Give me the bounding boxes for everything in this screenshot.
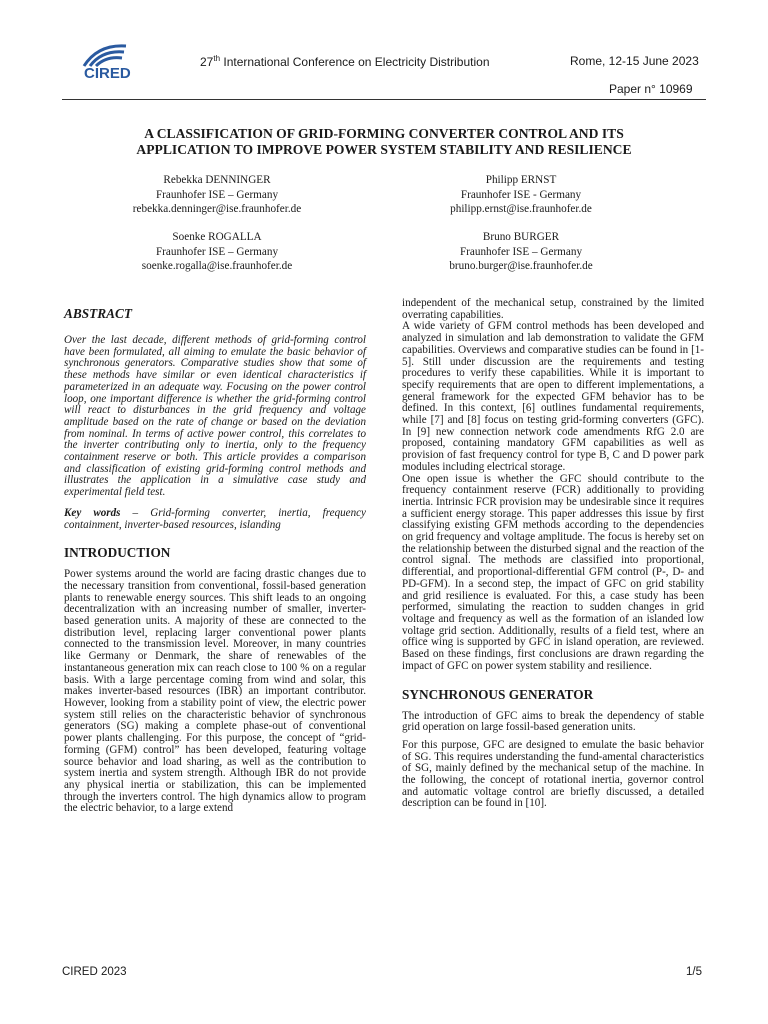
keywords-text: – Grid-forming converter, inertia, frequency containment, inverter-based resources, islanding [64,506,366,531]
left-column [64,306,366,815]
logo-text: CIRED [84,65,131,80]
conference-suffix: th [213,54,221,63]
introduction-text: Power systems around the world are facing drastic changes due to the necessary transition from conventional, fossil-based generation plants to renewable energy sources. This shift leads to an ongoing decentralization with an increasing number of smaller, inverter-based generation units. A majority of these are connected to the distribution level, replacing larger conventional power plants connected to the transmission level. Moreover, in many countries like Germany or Denmark, the share of renewables of the instantaneous generation mix can reach close to 100 % on a regular basis. With a large percentage coming from wind and solar, this makes inverter-based resources (IBR) an important contributor. However, looking from a stability point of view, the electric power system still relies on the characteristic behavior of synchronous generators (SG) making a complete phase-out of conventional power plants challenging. For this purpose, the concept of “grid-forming (GFM) control” has been developed, featuring voltage source behavior and load sharing, as well as the contribution to system inertia and system strength. Although IBR do not provide any physical inertia or stabilization, this can be implemented through the inverters control. The high dynamics allow to program the electric behavior, to a large extend [64,568,366,815]
introduction-heading: INTRODUCTION [64,545,171,561]
keywords-label: Key words [64,506,121,519]
author-email: soenke.rogalla@ise.fraunhofer.de [141,260,293,273]
author-name: Philipp ERNST [485,174,557,186]
author-email: philipp.ernst@ise.fraunhofer.de [450,203,592,216]
abstract-heading: ABSTRACT [64,306,132,321]
right-column [402,298,704,810]
paragraph: The introduction of GFC aims to break the dependency of stable grid operation on large fossil-based generation units. [402,709,704,734]
author-1 [87,173,347,217]
synchronous-generator-heading: SYNCHRONOUS GENERATOR [402,686,594,702]
author-affiliation: Fraunhofer ISE - Germany [460,188,582,201]
cired-logo-arcs-icon [78,40,152,80]
paragraph: One open issue is whether the GFC should contribute to the frequency containment reserve (FCR) additionally to providing inertia. Intrinsic FCR provision may be undesirable since it requires a sufficient energy storage. This paper addresses this issue by first classifying existing GFM methods according to the dependencies on grid frequency and voltage amplitude. The focus is hereby set on the relationship between the disturbed signal and the reaction of the control signal. The methods are classified into proportional, differential, and proportional-differential GFM control (P-, D- and PD-GFM). In a second step, the impact of GFC on grid stability and grid resilience is evaluated. For this, a case study has been performed, simulating the reaction to sudden changes in grid voltage and frequency as well as the formation of an islanded low voltage grid section. Additionally, results of a field test, where an office wing is supported by GFC in island operation, are reviewed. Based on these findings, first conclusions are drawn regarding the impact of GFC on power system stability and resilience. [402,472,704,672]
author-affiliation: Fraunhofer ISE – Germany [155,188,279,201]
keywords [64,508,366,531]
paper-number: Paper n° 10969 [609,82,693,96]
author-4 [391,230,651,274]
author-name: Soenke ROGALLA [172,231,262,243]
footer-left: CIRED 2023 [62,966,127,978]
title-line-1: A CLASSIFICATION OF GRID-FORMING CONVERTER CONTROL AND ITS [144,126,624,141]
location-date: Rome, 12-15 June 2023 [570,54,699,68]
paragraph: A wide variety of GFM control methods has been developed and analyzed in simulation and lab demonstration to validate the GFM capabilities. Overviews and comparative studies can be found in [1-5]. Still under discussion are the requirements and testing procedures to verify these capabilities. While it is important to specify requirements that are open to different implementations, a general framework for the expected GFM behavior has to be defined. In this context, [6] outlines fundamental requirements, while [7] and [8] focus on testing grid-forming converters (GFC). In [9] new connection network code amendments RfG 2.0 are proposed, containing mandatory GFM capabilities as well as provision of fast frequency control for type B, C and D power park modules including electrical storage. [402,320,704,473]
paragraph: For this purpose, GFC are designed to emulate the basic behavior of SG. This requires understanding the fund-amental characteristics of SG, mainly defined by the mechanical setup of the machine. In the following, the concept of rotational inertia, governor control and automatic voltage control are briefly discussed, a detailed description can be found in [10]. [402,738,704,810]
abstract-text: Over the last decade, different methods of grid-forming control have been formulated, all aiming to emulate the basic behavior of synchronous generators. Comparative studies show that some of these methods have similar or even identical characteristics if parameterized in an adequate way. Focusing on the power control loop, one important difference is whether the grid-forming control will react to disturbances in the grid frequency and voltage amplitude based on the rate of change or based on the deviation from nominal. In terms of active power control, this correlates to the inverter contributing only to inertia, only to the frequency containment reserve or both. This article provides a comparison and classification of existing grid-forming control methods and illustrates the application in a simulative case study and experimental field test. [64,334,366,499]
title-line-2: APPLICATION TO IMPROVE POWER SYSTEM STABILITY AND RESILIENCE [136,142,632,157]
paragraph: independent of the mechanical setup, constrained by the limited overrating capabilities. [402,297,704,321]
author-name: Rebekka DENNINGER [163,174,271,186]
page-number: 1/5 [686,966,702,978]
cired-logo [78,40,152,80]
conference-ordinal: 27 [200,55,214,69]
author-name: Bruno BURGER [482,231,560,243]
author-email: rebekka.denninger@ise.fraunhofer.de [132,203,302,216]
conference-name [200,54,490,69]
author-2 [391,173,651,217]
paper-title [62,126,706,158]
author-email: bruno.burger@ise.fraunhofer.de [449,260,593,273]
conference-title: International Conference on Electricity Distribution [220,55,490,69]
author-affiliation: Fraunhofer ISE – Germany [459,245,583,258]
header-divider [62,99,706,100]
author-3 [87,230,347,274]
author-affiliation: Fraunhofer ISE – Germany [155,245,279,258]
